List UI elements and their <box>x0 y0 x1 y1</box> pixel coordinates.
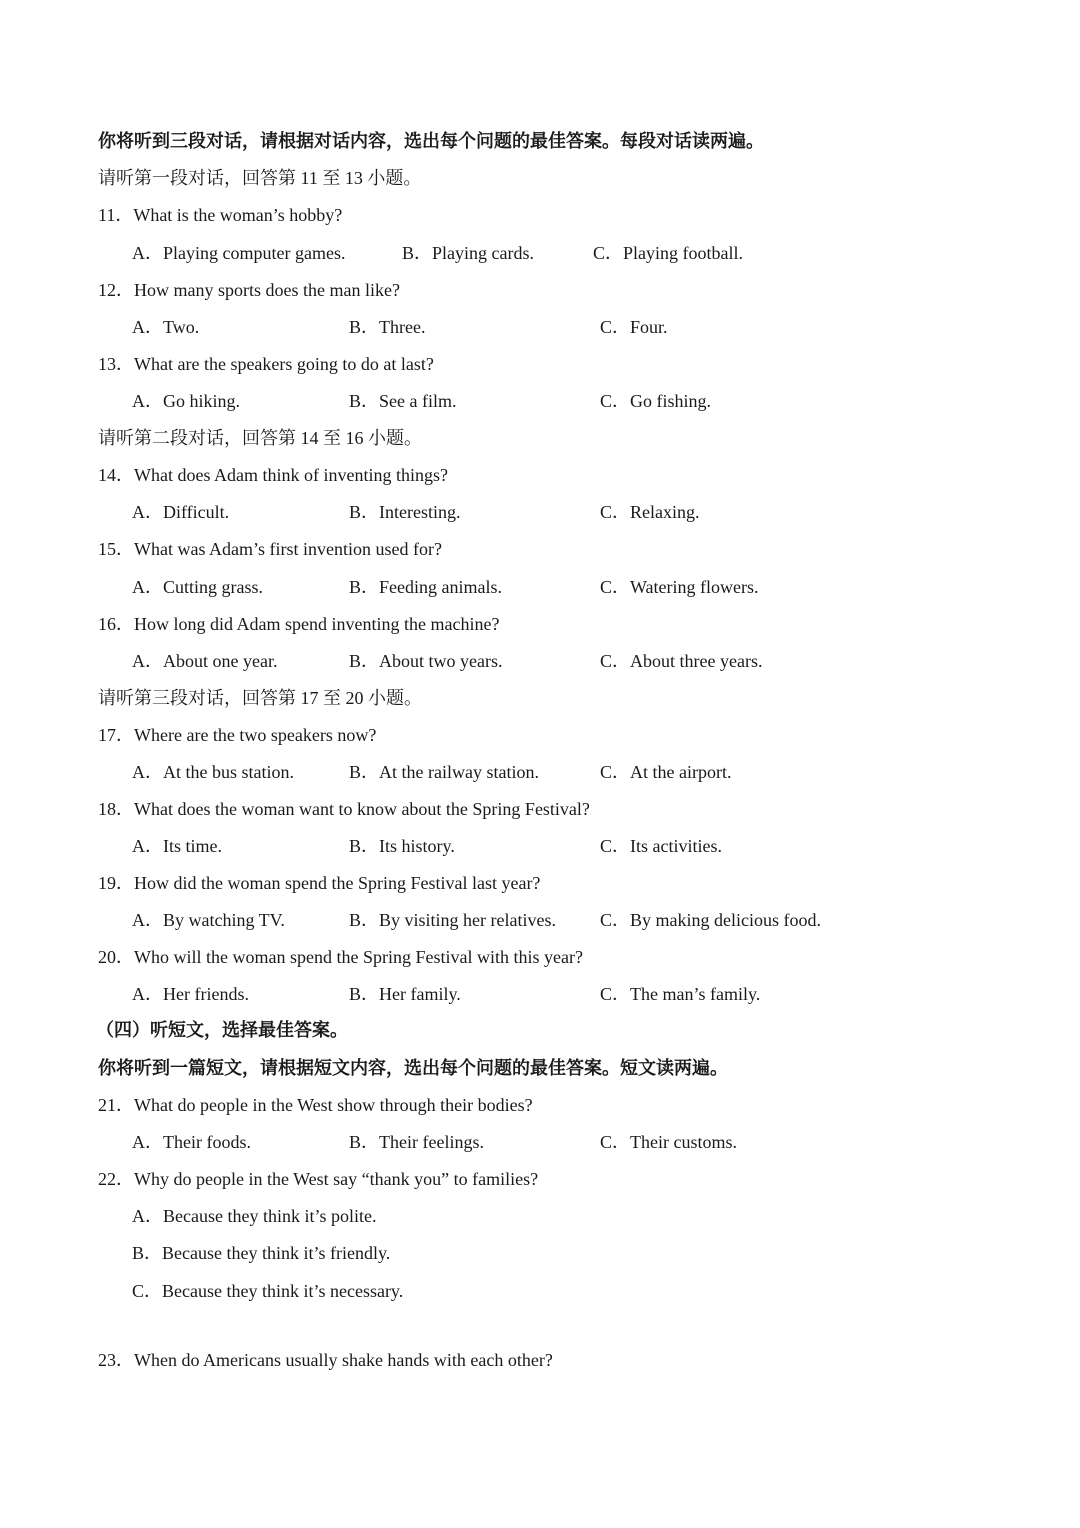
q15-option-b: B．Feeding animals. <box>349 577 502 597</box>
q19-option-a: A．By watching TV. <box>132 910 285 930</box>
q22-option-a: A．Because they think it’s polite. <box>132 1206 377 1226</box>
q19-option-b: B．By visiting her relatives. <box>349 910 556 930</box>
q15-option-c: C．Watering flowers. <box>600 577 759 597</box>
q20-option-c: C．The man’s family. <box>600 984 761 1004</box>
q14-option-c: C．Relaxing. <box>600 502 700 522</box>
question-20: 20．Who will the woman spend the Spring Festival with this year? <box>98 947 583 967</box>
q18-option-a: A．Its time. <box>132 836 222 856</box>
q13-option-b: B．See a film. <box>349 391 457 411</box>
dialogue1-intro: 请听第一段对话，回答第 11 至 13 小题。 <box>98 168 422 188</box>
question-16: 16．How long did Adam spend inventing the machine? <box>98 614 500 634</box>
q21-option-b: B．Their feelings. <box>349 1132 484 1152</box>
q20-option-a: A．Her friends. <box>132 984 249 1004</box>
question-15: 15．What was Adam’s first invention used for? <box>98 539 442 559</box>
dialogue3-intro: 请听第三段对话，回答第 17 至 20 小题。 <box>98 688 422 708</box>
question-11: 11．What is the woman’s hobby? <box>98 205 343 225</box>
q21-option-a: A．Their foods. <box>132 1132 251 1152</box>
question-21: 21．What do people in the West show through their bodies? <box>98 1095 533 1115</box>
q16-option-a: A．About one year. <box>132 651 278 671</box>
q17-option-a: A．At the bus station. <box>132 762 294 782</box>
question-17: 17．Where are the two speakers now? <box>98 725 377 745</box>
q12-option-a: A．Two. <box>132 317 200 337</box>
question-22: 22．Why do people in the West say “thank you” to families? <box>98 1169 539 1189</box>
question-13: 13．What are the speakers going to do at last? <box>98 354 434 374</box>
q13-option-c: C．Go fishing. <box>600 391 712 411</box>
q14-option-b: B．Interesting. <box>349 502 461 522</box>
q22-option-c: C．Because they think it’s necessary. <box>132 1281 404 1301</box>
q16-option-c: C．About three years. <box>600 651 763 671</box>
question-14: 14．What does Adam think of inventing things? <box>98 465 448 485</box>
section4-instruction: 你将听到一篇短文，请根据短文内容，选出每个问题的最佳答案。短文读两遍。 <box>98 1058 728 1078</box>
q12-option-b: B．Three. <box>349 317 426 337</box>
question-19: 19．How did the woman spend the Spring Festival last year? <box>98 873 541 893</box>
q12-option-c: C．Four. <box>600 317 668 337</box>
q18-option-c: C．Its activities. <box>600 836 722 856</box>
question-23: 23．When do Americans usually shake hands with each other? <box>98 1350 553 1370</box>
dialogue2-intro: 请听第二段对话，回答第 14 至 16 小题。 <box>98 428 422 448</box>
question-12: 12．How many sports does the man like? <box>98 280 400 300</box>
q22-option-b: B．Because they think it’s friendly. <box>132 1243 391 1263</box>
section4-heading: （四）听短文，选择最佳答案。 <box>96 1020 348 1040</box>
section3-instruction: 你将听到三段对话，请根据对话内容，选出每个问题的最佳答案。每段对话读两遍。 <box>98 131 764 151</box>
q18-option-b: B．Its history. <box>349 836 455 856</box>
q20-option-b: B．Her family. <box>349 984 461 1004</box>
q11-option-b: B．Playing cards. <box>402 243 534 263</box>
q13-option-a: A．Go hiking. <box>132 391 240 411</box>
q11-option-c: C．Playing football. <box>593 243 743 263</box>
q21-option-c: C．Their customs. <box>600 1132 737 1152</box>
q16-option-b: B．About two years. <box>349 651 503 671</box>
q11-option-a: A．Playing computer games. <box>132 243 346 263</box>
q17-option-b: B．At the railway station. <box>349 762 539 782</box>
q15-option-a: A．Cutting grass. <box>132 577 264 597</box>
q17-option-c: C．At the airport. <box>600 762 732 782</box>
q19-option-c: C．By making delicious food. <box>600 910 821 930</box>
question-18: 18．What does the woman want to know about the Spring Festival? <box>98 799 590 819</box>
q14-option-a: A．Difficult. <box>132 502 230 522</box>
